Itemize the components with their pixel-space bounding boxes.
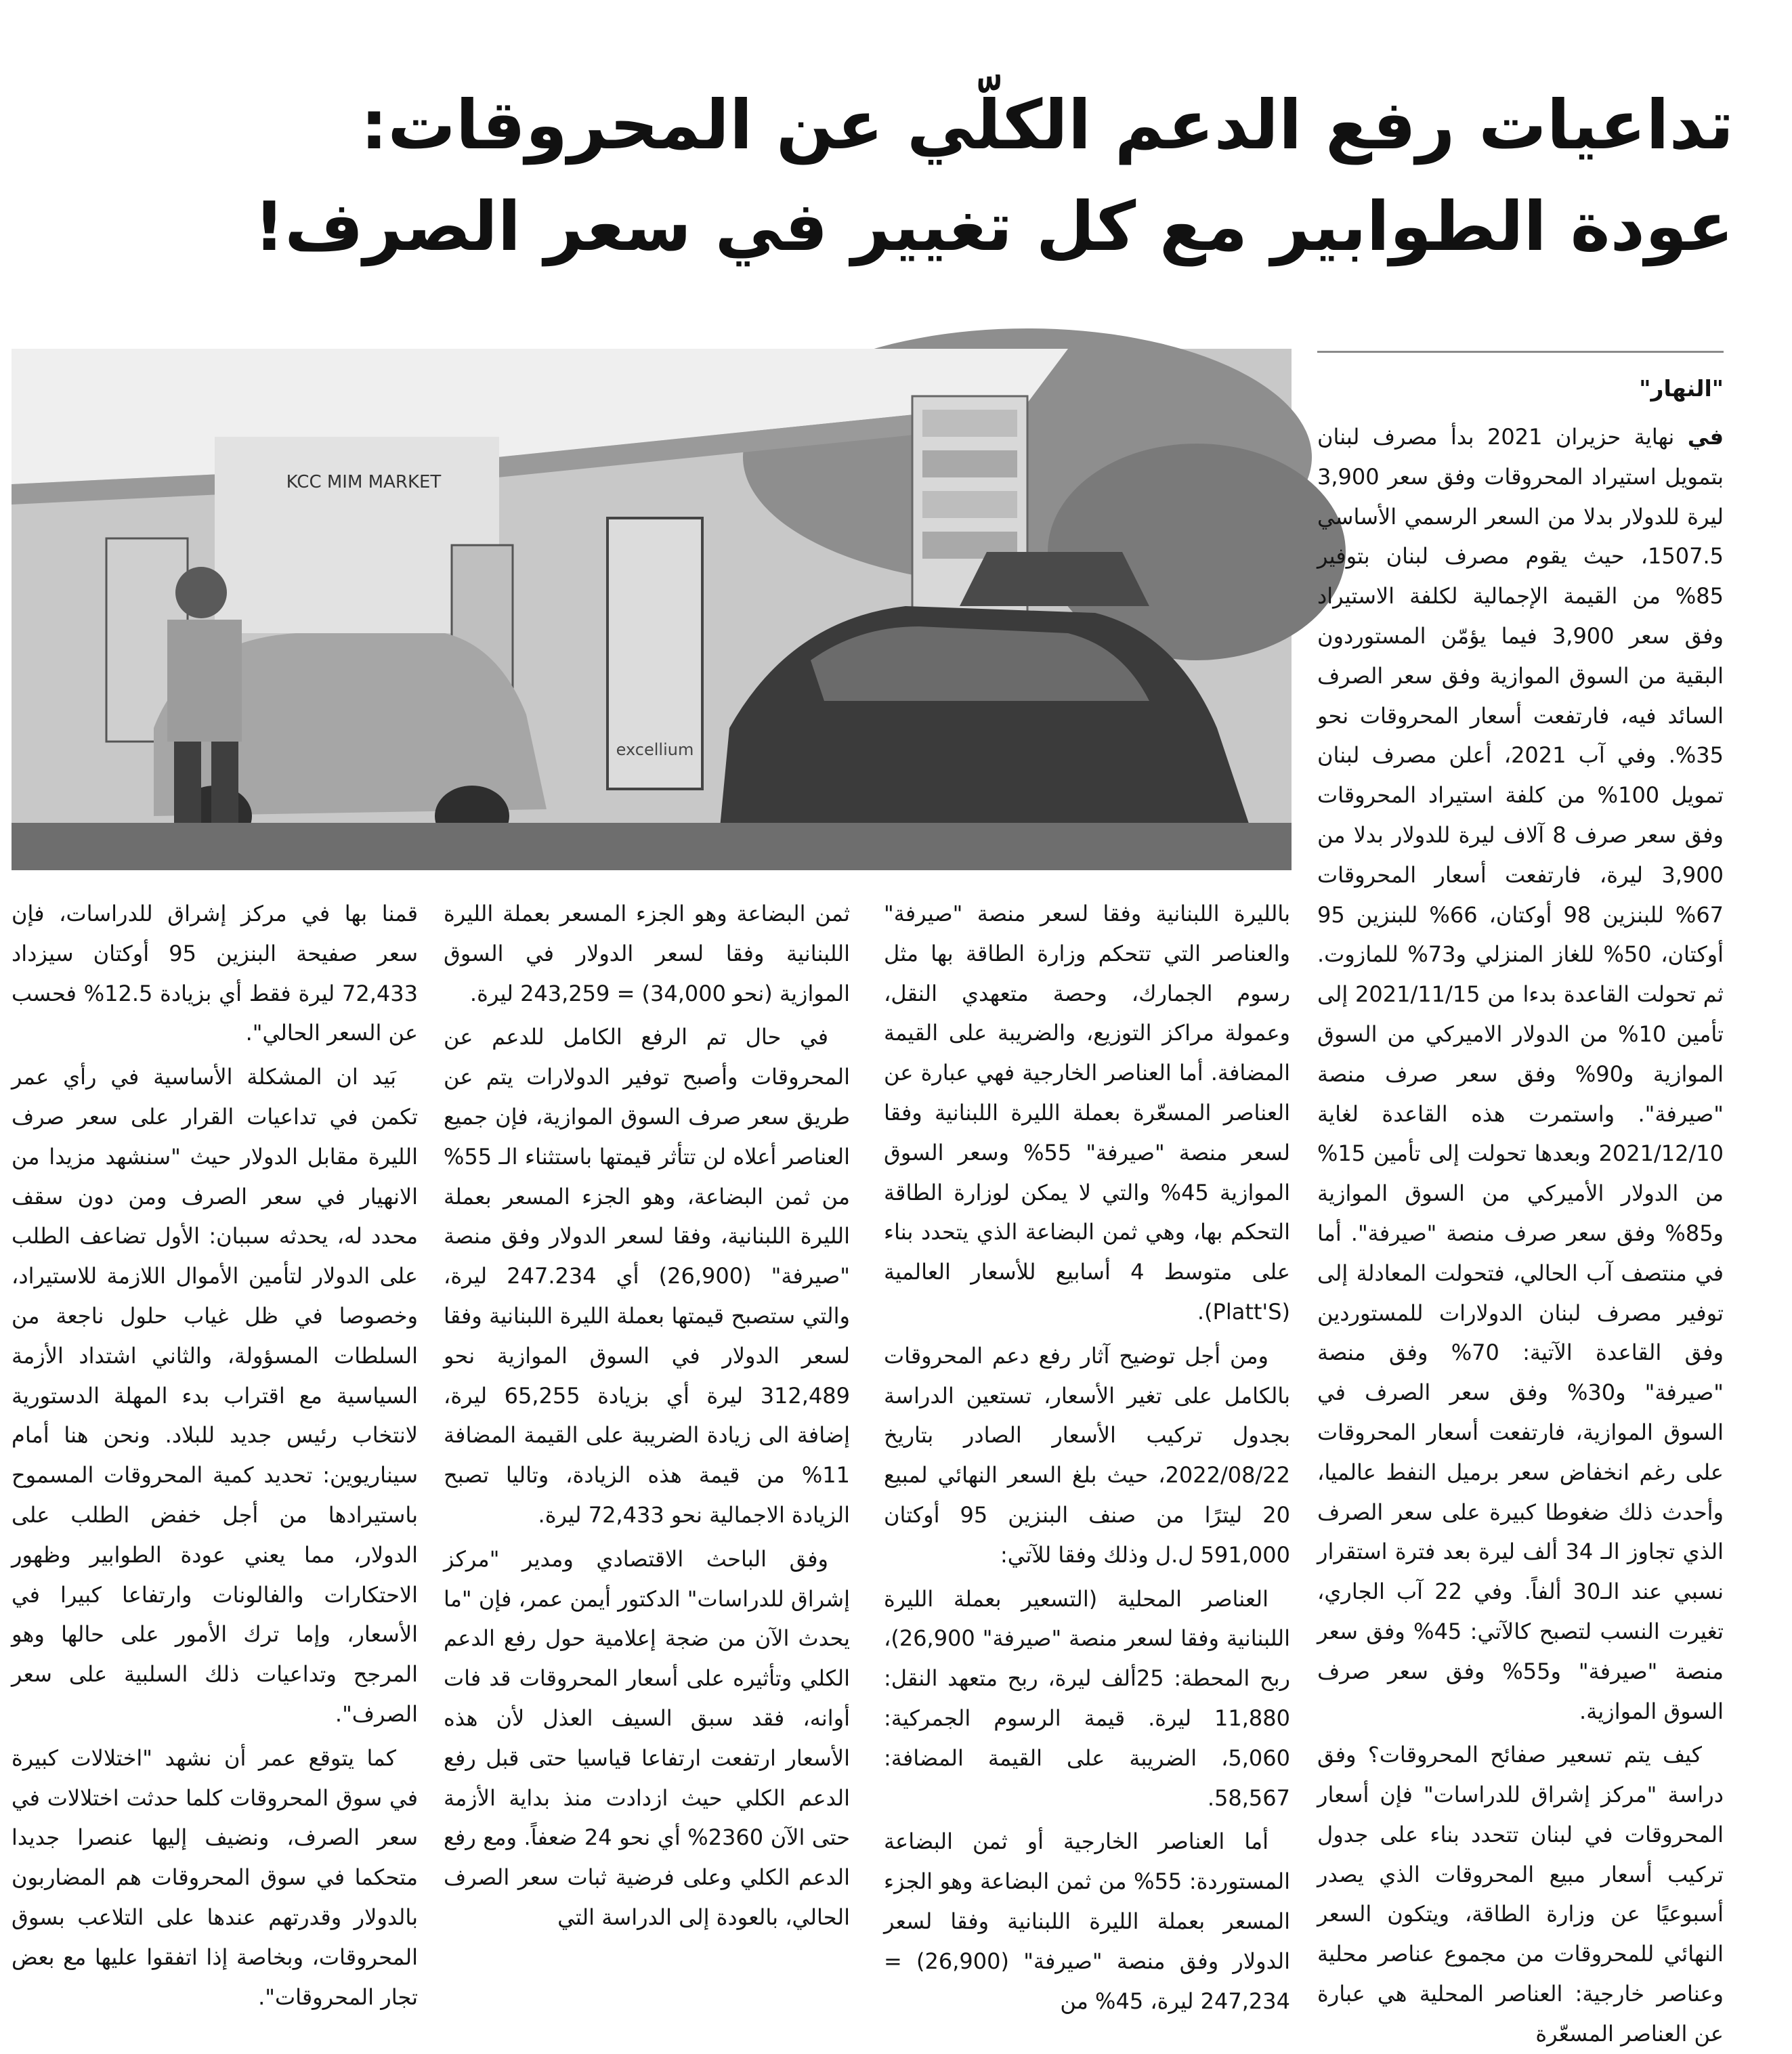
article-column-1 (1317, 371, 1724, 2047)
col2-paragraph-1: بالليرة اللبنانية وفقا لسعر منصة "صيرفة" والعناصر التي تتحكم وزارة الطاقة بها مثل رسوم الجمارك، وحصة متعهدي النقل، وعمولة مراكز التوزيع، والضريبة على القيمة المضافة. أما العناصر الخارجية فهي عبارة عن العناصر المسعّرة بعملة الليرة اللبنانية وفقا لسعر منصة "صيرفة" 55% وسعر السوق الموازية 45% والتي لا يمكن لوزارة الطاقة التحكم بها، وهي ثمن البضاعة الذي يتحدد بناء على متوسط 4 أسابيع للأسعار العالمية (Platt'S). (884, 901, 1291, 1325)
col1-paragraph-1 (1317, 417, 1724, 1731)
col2-paragraph-2: ومن أجل توضيح آثار رفع دعم المحروقات بالكامل على تغير الأسعار، تستعين الدراسة بجدول تركيب الأسعار الصادر بتاريخ 2022/08/22، حيث بلغ السعر النهائي لمبيع 20 ليترًا من صنف البنزين 95 أوكتان 591,000 ل.ل وذلك وفقا للآتي: (884, 1342, 1291, 1568)
article-column-2 (884, 894, 1291, 2014)
store-sign: KCC MIM MARKET (286, 472, 442, 492)
gas-station-photo (12, 349, 1292, 870)
article-column-4 (12, 894, 419, 2010)
lead-word: في (1687, 424, 1724, 450)
article-column-3 (444, 894, 850, 1949)
article-source: "النهار" (1639, 375, 1724, 402)
source-rule (1317, 351, 1724, 353)
col3-paragraph-2: في حال تم الرفع الكامل للدعم عن المحروقات وأصبح توفير الدولارات يتم عن طريق سعر صرف السوق الموازية، فإن جميع العناصر أعلاه لن تتأثر قيمتها باستثناء الـ 55% من ثمن البضاعة، وهو الجزء المسعر بعملة الليرة اللبنانية، وفقا لسعر الدولار وفق منصة "صيرفة" (26,900) أي 247.234 ليرة، والتي ستصبح قيمتها بعملة الليرة اللبنانية وفقا لسعر الدولار في السوق الموازية نحو 312,489 ليرة أي بزيادة 65,255 ليرة، إضافة الى زيادة الضريبة على القيمة المضافة 11% من قيمة هذه الزيادة، وتاليا تصبح الزيادة الاجمالية نحو 72,433 ليرة. (444, 1024, 851, 1528)
col4-paragraph-1: قمنا بها في مركز إشراق للدراسات، فإن سعر صفيحة البنزين 95 أوكتان سيزداد 72,433 ليرة فقط أي بزيادة 12.5% فحسب عن السعر الحالي". (12, 901, 419, 1046)
article-headline (81, 74, 1734, 278)
pump-brand: excellium (616, 740, 694, 759)
headline-line-1: تداعيات رفع الدعم الكلّي عن المحروقات: (360, 85, 1734, 165)
col1-paragraph-1-text: نهاية حزيران 2021 بدأ مصرف لبنان بتمويل استيراد المحروقات وفق سعر 3,900 ليرة للدولار بدلا من السعر الرسمي الأساسي 1507.5، حيث يقوم مصرف لبنان بتوفير 85% من القيمة الإجمالية لكلفة الاستيراد وفق سعر 3,900 فيما يؤمّن المستوردون البقية من السوق الموازية وفق سعر الصرف السائد فيه، فارتفعت أسعار المحروقات نحو 35%. وفي آب 2021، أعلن مصرف لبنان تمويل 100% من كلفة استيراد المحروقات وفق سعر صرف 8 آلاف ليرة للدولار بدلا من 3,900 ليرة، فارتفعت أسعار المحروقات 67% للبنزين 98 أوكتان، 66% للبنزين 95 أوكتان، 50% للغاز المنزلي و73% للمازوت. ثم تحولت القاعدة بدءا من 2021/11/15 إلى تأمين 10% من الدولار الاميركي من السوق الموازية و90% وفق سعر صرف منصة "صيرفة". واستمرت هذه القاعدة لغاية 2021/12/10 وبعدها تحولت إلى تأمين 15% من الدولار الأميركي من السوق الموازية و85% وفق سعر صرف منصة "صيرفة". أما في منتصف آب الحالي، فتحولت المعادلة إلى توفير مصرف لبنان الدولارات للمستوردين وفق القاعدة الآتية: 70% وفق منصة "صيرفة" و30% وفق سعر الصرف في السوق الموازية، فارتفعت أسعار المحروقات على رغم انخفاض سعر برميل النفط عالميا، وأحدث ذلك ضغوطا كبيرة على سعر الصرف الذي تجاوز الـ 34 ألف ليرة بعد فترة استقرار نسبي عند الـ30 ألفاً. وفي 22 آب الجاري، تغيرت النسب لتصبح كالآتي: 45% وفق سعر منصة "صيرفة" و55% وفق سعر صرف السوق الموازية. (1317, 424, 1724, 1724)
col3-paragraph-1: ثمن البضاعة وهو الجزء المسعر بعملة الليرة اللبنانية وفقا لسعر الدولار في السوق الموازية (نحو 34,000) = 243,259 ليرة. (444, 901, 850, 1006)
headline-line-2: عودة الطوابير مع كل تغيير في سعر الصرف! (253, 187, 1734, 266)
col3-paragraph-3: وفق الباحث الاقتصادي ومدير "مركز إشراق للدراسات" الدكتور أيمن عمر، فإن "ما يحدث الآن من ضجة إعلامية حول رفع الدعم الكلي وتأثيره على أسعار المحروقات قد فات أوانه، فقد سبق السيف العذل لأن هذه الأسعار ارتفعت ارتفاعا قياسيا حتى قبل رفع الدعم الكلي حيث ازدادت منذ بداية الأزمة حتى الآن 2360% أي نحو 24 ضعفاً. ومع رفع الدعم الكلي وعلى فرضية ثبات سعر الصرف الحالي، بالعودة إلى الدراسة التي (444, 1545, 851, 1930)
col4-paragraph-2: بَيد ان المشكلة الأساسية في رأي عمر تكمن في تداعيات القرار على سعر صرف الليرة مقابل الدولار حيث "سنشهد مزيدا من الانهيار في سعر الصرف ومن دون سقف محدد له، يحدثه سببان: الأول تضاعف الطلب على الدولار لتأمين الأموال اللازمة للاستيراد، وخصوصا في ظل غياب حلول ناجعة من السلطات المسؤولة، والثاني اشتداد الأزمة السياسية مع اقتراب بدء المهلة الدستورية لانتخاب رئيس جديد للبلاد. ونحن هنا أمام سيناريوين: تحديد كمية المحروقات المسموح باستيرادها من أجل خفض الطلب على الدولار، مما يعني عودة الطوابير وظهور الاحتكارات والفالونات وارتفاعا كبيرا في الأسعار، وإما ترك الأمور على حالها وهو المرجح وتداعيات ذلك السلبية على سعر الصرف". (12, 1064, 418, 1727)
gas-station-illustration (12, 349, 1292, 870)
col2-paragraph-4: أما العناصر الخارجية أو ثمن البضاعة المستوردة: 55% من ثمن البضاعة وهو الجزء المسعر بعملة الليرة اللبنانية وفقا لسعر الدولار وفق منصة "صيرفة" (26,900) = 247,234 ليرة، 45% من (884, 1828, 1291, 2014)
col2-paragraph-3: العناصر المحلية (التسعير بعملة الليرة اللبنانية وفقا لسعر منصة "صيرفة" 26,900)، ربح المحطة: 25ألف ليرة، ربح متعهد النقل: 11,880 ليرة. قيمة الرسوم الجمركية: 5,060، الضريبة على القيمة المضافة: 58,567. (884, 1585, 1291, 1811)
col4-paragraph-3: كما يتوقع عمر أن نشهد "اختلالات كبيرة في سوق المحروقات كلما حدثت اختلالات في سعر الصرف، ونضيف إليها عنصرا جديدا متحكما في سوق المحروقات هم المضاربون بالدولار وقدرتهم عندها على التلاعب بسوق المحروقات، وبخاصة إذا اتفقوا عليها مع بعض تجار المحروقات". (12, 1745, 418, 2010)
col1-paragraph-2: كيف يتم تسعير صفائح المحروقات؟ وفق دراسة "مركز إشراق للدراسات" فإن أسعار المحروقات في لبنان تتحدد بناء على جدول تركيب أسعار مبيع المحروقات الذي يصدر أسبوعيًا عن وزارة الطاقة، ويتكون السعر النهائي للمحروقات من مجموع عناصر محلية وعناصر خارجية: العناصر المحلية هي عبارة عن العناصر المسعّرة (1317, 1742, 1724, 2047)
